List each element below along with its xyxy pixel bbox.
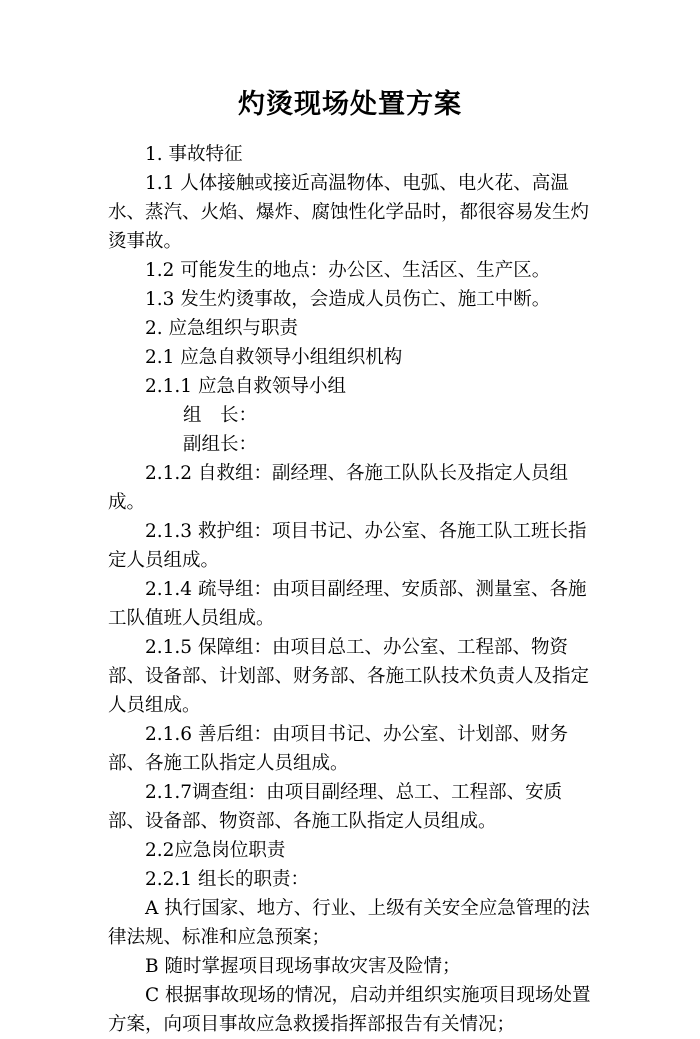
deputy-leader-line: 副组长：	[183, 434, 258, 455]
document-title: 灼烫现场处置方案	[238, 89, 462, 120]
paragraph-1-3: 1.3 发生灼烫事故，会造成人员伤亡、施工中断。	[145, 289, 551, 310]
duty-item-a: A 执行国家、地方、行业、上级有关安全应急管理的法律法规、标准和应急预案；	[108, 898, 590, 948]
paragraph-2-1-4: 2.1.4 疏导组：由项目副经理、安质部、测量室、各施工队值班人员组成。	[108, 579, 587, 629]
paragraph-2-1-1: 2.1.1 应急自救领导小组	[145, 376, 346, 397]
paragraph-2-1-3: 2.1.3 救护组：项目书记、办公室、各施工队工班长指定人员组成。	[108, 521, 587, 571]
paragraph-2-1-7: 2.1.7调查组：由项目副经理、总工、工程部、安质部、设备部、物资部、各施工队指定人员组成。	[108, 782, 563, 832]
paragraph-2: 2. 应急组织与职责	[145, 318, 299, 339]
paragraph-2-2: 2.2应急岗位职责	[145, 840, 286, 861]
paragraph-2-1: 2.1 应急自救领导小组组织机构	[145, 347, 403, 368]
duty-item-c: C 根据事故现场的情况，启动并组织实施项目现场处置方案，向项目事故应急救援指挥部报告有关情况；	[108, 985, 591, 1035]
group-leader-line: 组 长：	[183, 405, 258, 426]
paragraph-1-1: 1.1 人体接触或接近高温物体、电弧、电火花、高温水、蒸汽、火焰、爆炸、腐蚀性化学品时，都很容易发生灼烫事故。	[108, 173, 590, 252]
paragraph-1: 1. 事故特征	[145, 144, 243, 165]
paragraph-1-2: 1.2 可能发生的地点：办公区、生活区、生产区。	[145, 260, 551, 281]
paragraph-2-1-2: 2.1.2 自救组：副经理、各施工队队长及指定人员组成。	[108, 463, 568, 513]
document-body	[108, 140, 598, 1039]
duty-item-b: B 随时掌握项目现场事故灾害及险情；	[145, 956, 461, 977]
paragraph-2-1-5: 2.1.5 保障组：由项目总工、办公室、工程部、物资部、设备部、计划部、财务部、各施工队技术负责人及指定人员组成。	[108, 637, 590, 716]
paragraph-2-1-6: 2.1.6 善后组：由项目书记、办公室、计划部、财务部、各施工队指定人员组成。	[108, 724, 568, 774]
paragraph-2-2-1: 2.2.1 组长的职责：	[145, 869, 309, 890]
